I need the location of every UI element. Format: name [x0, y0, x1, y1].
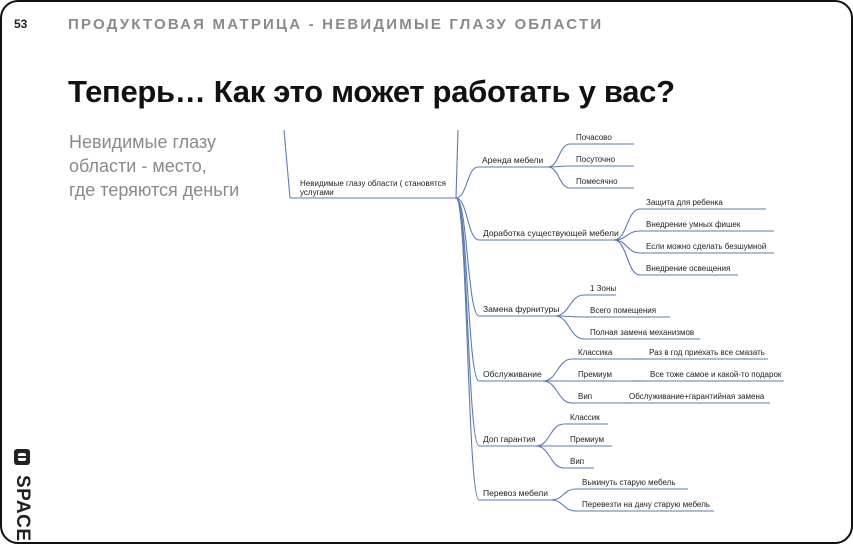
- logo-wordmark: SPACE: [12, 475, 33, 542]
- connector-branch-6: [456, 198, 479, 500]
- leaf-label-5-2: Премиум: [570, 435, 605, 444]
- leaf-label-2-2: Внедрение умных фишек: [646, 220, 741, 229]
- connector-leaf-6-1: [551, 489, 576, 500]
- connector-branch-1: [456, 167, 478, 198]
- detail-label-4-2: Все тоже самое и какой-то подарок: [650, 370, 782, 379]
- connector-branch-3: [456, 198, 479, 316]
- connector-leaf-2-3: [614, 240, 640, 253]
- root-stem-right: [456, 130, 458, 198]
- leaf-label-1-1: Почасово: [576, 133, 612, 142]
- connector-branch-5: [456, 198, 479, 446]
- branch-label-3: Замена фурнитуры: [483, 304, 560, 314]
- leaf-label-3-3: Полная замена механизмов: [590, 328, 695, 337]
- subtitle: Невидимые глазу области - место, где теряются деньги: [69, 132, 240, 200]
- connector-leaf-4-3: [543, 381, 572, 403]
- leaf-label-6-2: Перевезти на дачу старую мебель: [582, 500, 710, 509]
- header-title: ПРОДУКТОВАЯ МАТРИЦА - НЕВИДИМЫЕ ГЛАЗУ ОБЛАСТИ: [68, 16, 604, 33]
- leaf-label-5-1: Классик: [570, 413, 600, 422]
- connector-leaf-1-1: [548, 144, 570, 167]
- leaf-label-2-4: Внедрение освещения: [646, 264, 731, 273]
- leaf-label-5-3: Вип: [570, 457, 585, 466]
- leaf-label-4-3: Вип: [578, 392, 593, 401]
- connector-leaf-4-1: [543, 359, 572, 381]
- mindmap-diagram: [2, 2, 853, 544]
- connector-leaf-5-3: [536, 446, 564, 468]
- connector-leaf-6-2: [551, 500, 576, 511]
- leaf-label-2-3: Если можно сделать безшумной: [646, 242, 767, 251]
- main-title: Теперь… Как это может работать у вас?: [68, 74, 675, 109]
- page-number: 53: [14, 17, 28, 31]
- leaf-label-4-1: Классика: [578, 348, 613, 357]
- root-label-line-1: Невидимые глазу области ( становятся: [300, 179, 446, 188]
- branch-label-4: Обслуживание: [483, 369, 542, 379]
- branch-label-2: Доработка существующей мебели: [483, 228, 619, 238]
- leaf-label-4-2: Премиум: [578, 370, 613, 379]
- leaf-label-3-2: Всего помещения: [590, 306, 657, 315]
- root-stem: [284, 130, 290, 198]
- branch-label-6: Перевоз мебели: [483, 488, 549, 498]
- detail-label-4-3: Обслуживание+гарантийная замена: [629, 392, 765, 401]
- leaf-label-1-3: Помесячно: [576, 177, 618, 186]
- connector-leaf-1-3: [548, 167, 570, 188]
- leaf-label-3-1: 1 Зоны: [590, 284, 617, 293]
- detail-label-4-1: Раз в год приехать все смазать: [649, 348, 765, 357]
- branch-label-5: Доп гарантия: [483, 434, 536, 444]
- connector-leaf-3-3: [555, 316, 584, 339]
- connector-leaf-5-1: [536, 424, 564, 446]
- connector-leaf-2-4: [614, 240, 640, 275]
- leaf-label-6-1: Выкинуть старую мебель: [582, 478, 676, 487]
- root-label-line-2: услугами: [300, 188, 334, 197]
- leaf-label-2-1: Защита для ребенка: [646, 198, 723, 207]
- leaf-label-1-2: Посуточно: [576, 155, 616, 164]
- branch-label-1: Аренда мебели: [482, 155, 544, 165]
